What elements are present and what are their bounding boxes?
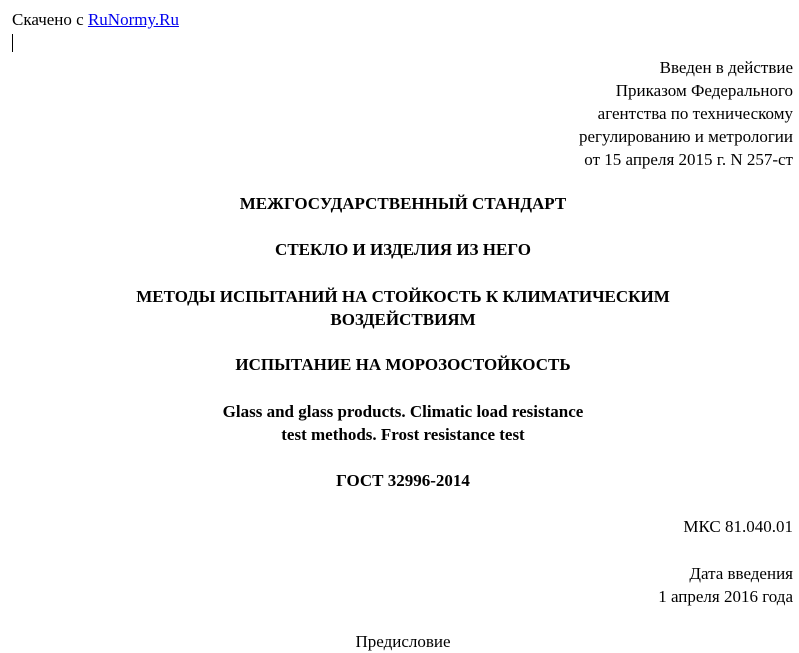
title-ru-heading [0, 238, 799, 261]
standard-type-text: МЕЖГОСУДАРСТВЕННЫЙ СТАНДАРТ [239, 194, 567, 213]
title-en-heading [0, 400, 799, 446]
title-en-line: Glass and glass products. Climatic load resistance [222, 402, 584, 421]
source-link[interactable]: RuNormy.Ru [87, 10, 179, 29]
title-ru-text: СТЕКЛО И ИЗДЕЛИЯ ИЗ НЕГО [275, 240, 531, 259]
approval-line: Приказом Федерального [615, 81, 793, 100]
mks-text: МКС 81.040.01 [683, 517, 793, 536]
gost-number-text: ГОСТ 32996-2014 [336, 471, 470, 490]
approval-line: регулированию и метрологии [578, 127, 793, 146]
approval-line: от 15 апреля 2015 г. N 257-ст [584, 150, 793, 169]
text-cursor [12, 34, 13, 52]
intro-date-value: 1 апреля 2016 года [658, 587, 793, 606]
approval-block [579, 56, 793, 171]
source-prefix: Скачено с [12, 10, 88, 29]
methods-title-heading [0, 285, 799, 331]
approval-line: Введен в действие [659, 58, 793, 77]
intro-date-label: Дата введения [689, 564, 793, 583]
gost-number-heading [0, 469, 799, 492]
intro-date-block [658, 562, 793, 608]
source-line [12, 9, 179, 31]
methods-title-line: МЕТОДЫ ИСПЫТАНИЙ НА СТОЙКОСТЬ К КЛИМАТИЧЕСКИМ [136, 287, 670, 306]
preface-text: Предисловие [355, 632, 451, 651]
test-title-heading [0, 353, 799, 376]
approval-line: агентства по техническому [597, 104, 793, 123]
standard-type-heading [0, 192, 799, 215]
test-title-text: ИСПЫТАНИЕ НА МОРОЗОСТОЙКОСТЬ [235, 355, 571, 374]
title-en-line: test methods. Frost resistance test [281, 425, 525, 444]
methods-title-line: ВОЗДЕЙСТВИЯМ [330, 310, 476, 329]
mks-block [683, 515, 793, 538]
